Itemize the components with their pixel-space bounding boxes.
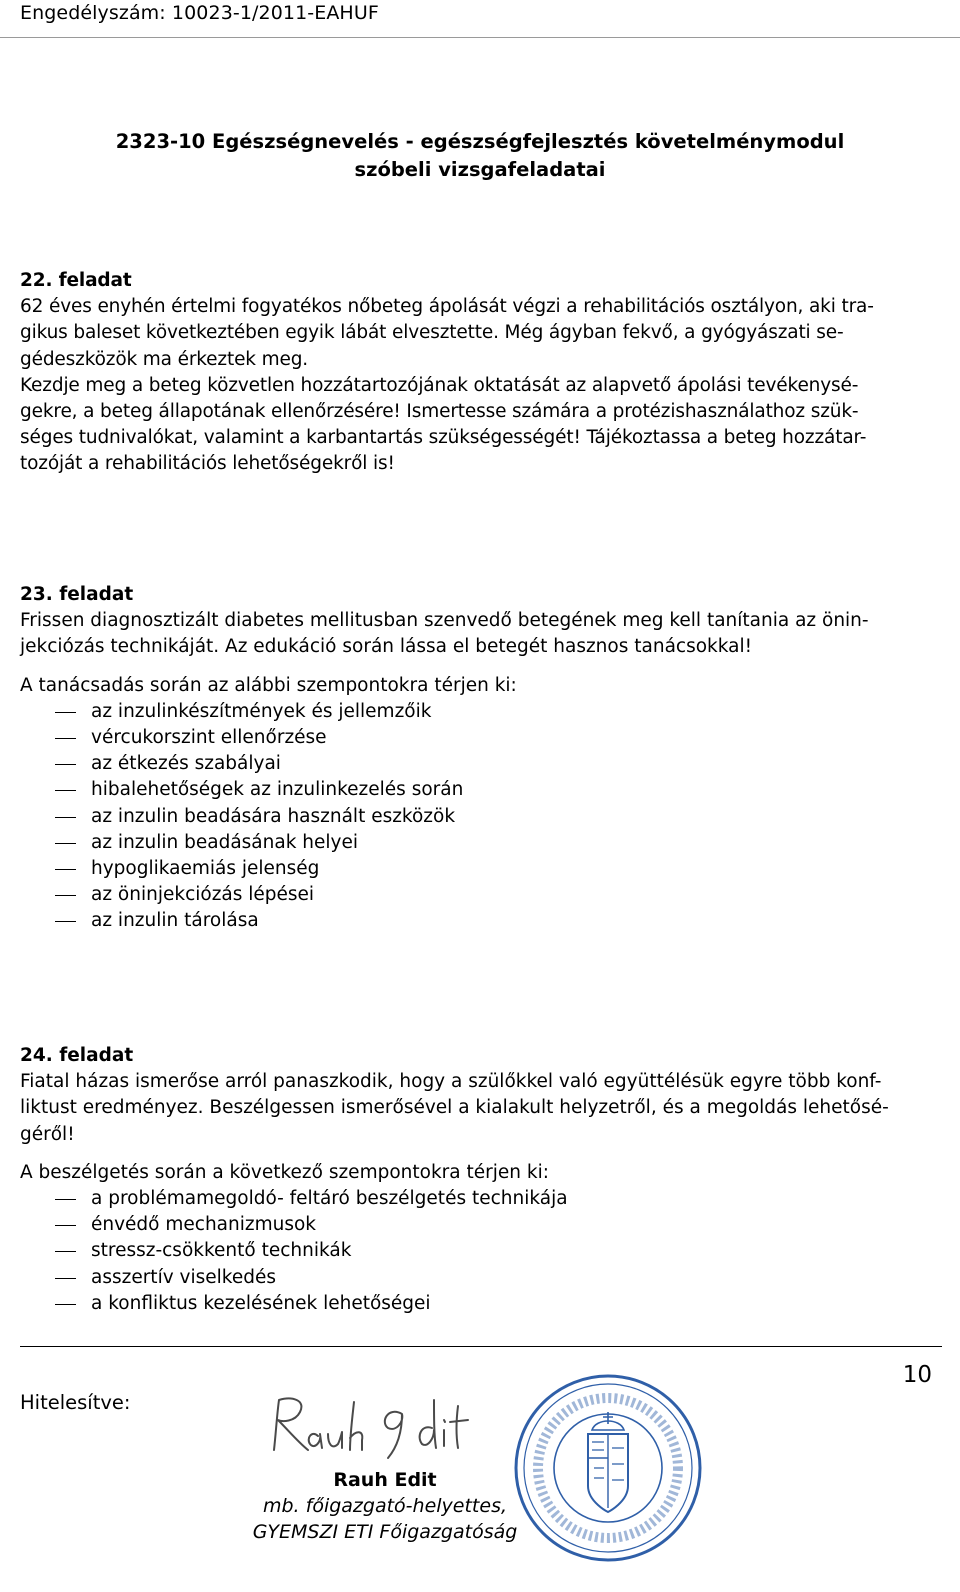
- task-23-heading: 23. feladat: [20, 584, 134, 605]
- list-item: az inzulin beadásának helyei: [20, 830, 940, 856]
- task-23-list: [20, 699, 940, 935]
- page-title-line-2: szóbeli vizsgafeladatai: [354, 158, 606, 181]
- list-item: a problémamegoldó- feltáró beszélgetés technikája: [20, 1186, 940, 1212]
- list-item: az inzulinkészítmények és jellemzőik: [20, 699, 940, 725]
- list-item: énvédő mechanizmusok: [20, 1212, 940, 1238]
- task-22: [20, 268, 940, 478]
- task-23: [20, 582, 940, 935]
- list-item: stressz-csökkentő technikák: [20, 1238, 940, 1264]
- list-item: hibalehetőségek az inzulinkezelés során: [20, 777, 940, 803]
- certified-label: Hitelesítve:: [20, 1391, 131, 1414]
- signer-organization: GYEMSZI ETI Főigazgatóság: [252, 1521, 518, 1543]
- task-23-line: jekciózás technikáját. Az edukáció során lássa el betegét hasznos tanácsokkal!: [20, 636, 753, 658]
- license-number: Engedélyszám: 10023-1/2011-EAHUF: [20, 2, 379, 24]
- task-22-line: Kezdje meg a beteg közvetlen hozzátartozójának oktatását az alapvető ápolási tevékenysé-: [20, 374, 859, 396]
- list-item: vércukorszint ellenőrzése: [20, 725, 940, 751]
- task-24-line: géről!: [20, 1123, 75, 1145]
- task-24-line: Fiatal házas ismerőse arról panaszkodik, hogy a szülőkkel való együttélésük egyre több konf-: [20, 1071, 882, 1093]
- task-24-heading: 24. feladat: [20, 1045, 134, 1066]
- page-number: 10: [902, 1362, 932, 1388]
- signer-name: Rauh Edit: [333, 1469, 437, 1491]
- list-item: asszertív viselkedés: [20, 1265, 940, 1291]
- list-item: az inzulin tárolása: [20, 908, 940, 934]
- task-22-line: gédeszközök ma érkeztek meg.: [20, 348, 309, 370]
- page-title-line-1: 2323-10 Egészségnevelés - egészségfejlesztés követelménymodul: [115, 130, 845, 153]
- official-seal-stamp-image: [508, 1368, 708, 1568]
- header-divider: [0, 37, 960, 38]
- task-24-lead: A beszélgetés során a következő szempontokra térjen ki:: [20, 1161, 549, 1183]
- list-item: a konfliktus kezelésének lehetőségei: [20, 1291, 940, 1317]
- handwritten-signature-image: [262, 1392, 482, 1464]
- signer-role: mb. főigazgató-helyettes,: [262, 1495, 508, 1517]
- list-item: hypoglikaemiás jelenség: [20, 856, 940, 882]
- task-22-line: gikus baleset következtében egyik lábát elvesztette. Még ágyban fekvő, a gyógyászati se-: [20, 322, 844, 344]
- task-24-list: [20, 1186, 940, 1317]
- task-22-line: séges tudnivalókat, valamint a karbantartás szükségességét! Tájékoztassa a beteg hozzátar-: [20, 427, 867, 449]
- task-22-line: 62 éves enyhén értelmi fogyatékos nőbeteg ápolását végzi a rehabilitációs osztályon, aki tra-: [20, 296, 874, 318]
- footer-divider: [20, 1346, 942, 1347]
- task-22-heading: 22. feladat: [20, 270, 132, 291]
- task-24: [20, 1043, 940, 1317]
- list-item: az inzulin beadására használt eszközök: [20, 804, 940, 830]
- task-23-line: Frissen diagnosztizált diabetes mellitusban szenvedő betegének meg kell tanítania az önin-: [20, 610, 869, 632]
- task-24-line: liktust eredményez. Beszélgessen ismerősével a kialakult helyzetről, és a megoldás lehetősé-: [20, 1097, 889, 1119]
- task-22-line: gekre, a beteg állapotának ellenőrzésére! Ismertesse számára a protézishasználathoz szük-: [20, 401, 859, 423]
- task-23-lead: A tanácsadás során az alábbi szempontokra térjen ki:: [20, 674, 517, 696]
- list-item: az öninjekciózás lépései: [20, 882, 940, 908]
- task-22-line: tozóját a rehabilitációs lehetőségekről is!: [20, 453, 395, 475]
- list-item: az étkezés szabályai: [20, 751, 940, 777]
